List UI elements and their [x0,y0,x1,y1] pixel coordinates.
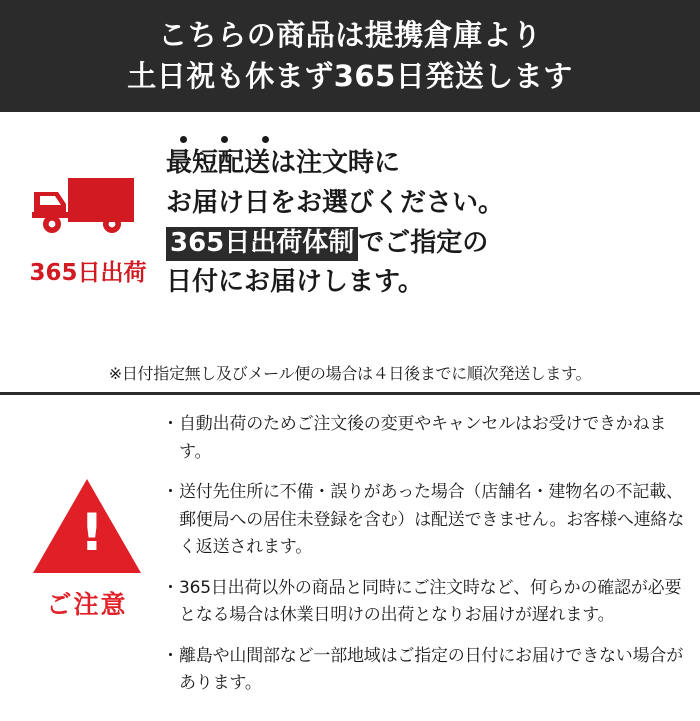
emphasis-dot [262,136,269,143]
caution-icon-column [12,407,162,711]
delivery-note: ※日付指定無し及びメール便の場合は４日後までに順次発送します。 [108,364,592,383]
emphasis-dot [221,136,228,143]
list-item-text: 自動出荷のためご注文後の変更やキャンセルはお受けできかねます。 [179,414,667,462]
list-item-text: 送付先住所に不備・誤りがあった場合（店舗名・建物名の不記載、郵便局への居住未登録を含む）は配送できません。お客様へ連絡なく返送されます。 [179,482,685,558]
header-line-2: 土日祝も休まず365日発送します [127,59,573,93]
bullet-icon: ・ [162,482,179,503]
banner-header [0,0,700,112]
caution-list [162,407,686,711]
delivery-message-line-3 [166,224,688,264]
delivery-message [164,122,688,303]
delivery-message-line-4: 日付にお届けします。 [166,267,424,298]
bullet-icon: ・ [162,577,179,598]
delivery-message-line-1: 最短配送は注文時に [166,148,401,178]
caution-label: ご注意 [46,589,128,619]
list-item [162,411,686,466]
list-item [162,643,686,698]
emphasis-dot [180,136,187,143]
list-item-text: 離島や山間部など一部地域はご指定の日付にお届けできない場合があります。 [179,645,683,694]
delivery-message-line-3-rest: でご指定の [358,227,489,258]
delivery-section [0,112,700,395]
list-item [162,575,686,630]
list-item-text: 365日出荷以外の商品と同時にご注文時など、何らかの確認が必要となる場合は休業日明けの出荷となりお届けが遅れます。 [179,577,682,626]
emphasis-dots [166,134,688,144]
exclamation-mark: ! [80,502,104,563]
header-line-1: こちらの商品は提携倉庫より [158,17,542,52]
bullet-icon: ・ [162,645,179,666]
truck-column [12,122,164,287]
caution-section [0,395,700,721]
delivery-highlight: 365日出荷体制 [166,227,358,261]
warning-triangle-icon [33,479,141,573]
delivery-body [12,122,688,357]
bullet-icon: ・ [162,414,179,434]
delivery-message-line-2: お届け日をお選びください。 [166,187,505,218]
delivery-truck-icon [28,166,148,244]
truck-label: 365日出荷 [29,260,147,286]
list-item [162,479,686,562]
